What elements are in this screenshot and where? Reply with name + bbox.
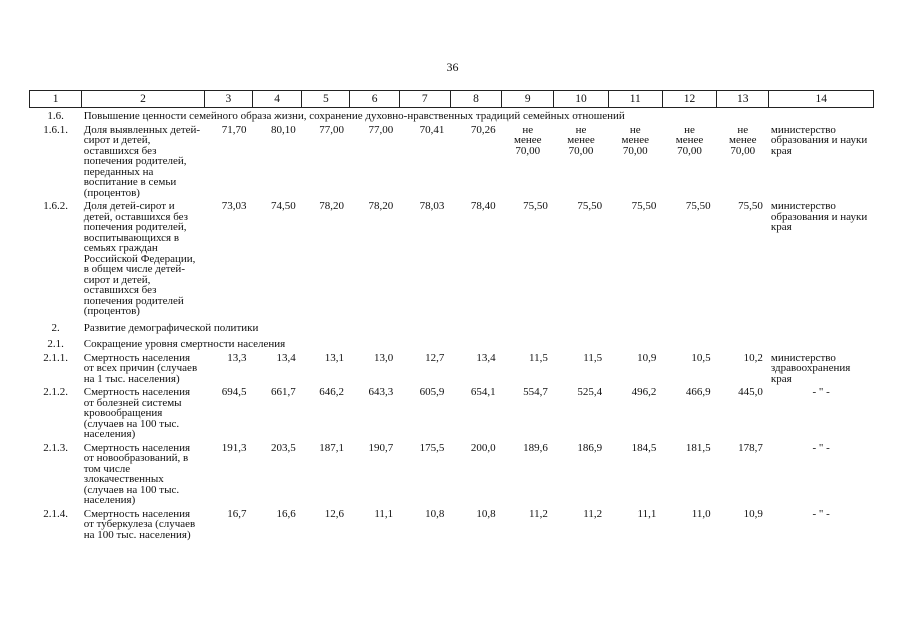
value-cell: 11,5: [529, 351, 548, 364]
value-cell: 646,2: [319, 386, 344, 398]
target-cell: [662, 125, 716, 202]
table-body: [30, 108, 874, 544]
value-cell: 75,50: [577, 200, 603, 212]
row-code: 2.1.: [47, 338, 64, 350]
responsible-cell: - " -: [812, 507, 830, 520]
header-cell: 14: [769, 91, 874, 108]
target-line: 70,00: [568, 144, 594, 157]
responsible-cell: - " -: [812, 441, 830, 454]
header-cell: 3: [204, 91, 252, 108]
row-code: 1.6.1.: [43, 123, 68, 136]
indicator-name: Смертность населения от всех причин (случаев на 1 тыс. населения): [83, 351, 198, 385]
value-cell: 184,5: [631, 441, 657, 454]
target-cell: [608, 125, 662, 202]
value-cell: 10,5: [691, 351, 711, 364]
target-line: 70,00: [622, 144, 648, 157]
header-row: [30, 91, 874, 108]
row-code: 2.1.4.: [43, 507, 68, 520]
value-cell: 200,0: [470, 441, 496, 454]
header-cell: 13: [717, 91, 769, 108]
target-line: не: [737, 123, 749, 136]
table-row: [30, 509, 874, 544]
value-cell: 71,70: [221, 123, 247, 136]
value-cell: 77,00: [319, 123, 344, 136]
value-cell: 445,0: [738, 386, 763, 398]
value-cell: 10,8: [476, 507, 496, 520]
target-line: 70,00: [515, 144, 541, 157]
table-header: [30, 91, 874, 108]
header-cell: 4: [253, 91, 302, 108]
section-row: [30, 336, 874, 353]
value-cell: 78,40: [470, 200, 496, 212]
section-title: Развитие демографической политики: [83, 321, 259, 334]
target-line: менее: [675, 134, 704, 146]
value-cell: 11,2: [529, 507, 548, 520]
value-cell: 654,1: [470, 386, 496, 398]
value-cell: 191,3: [221, 441, 247, 454]
value-cell: 525,4: [577, 386, 603, 398]
header-cell: 6: [350, 91, 399, 108]
value-cell: 175,5: [419, 441, 445, 454]
value-cell: 189,6: [523, 441, 548, 454]
header-cell: 1: [30, 91, 82, 108]
value-cell: 661,7: [271, 386, 296, 398]
indicator-name: Доля детей-сирот и детей, оставшихся без попечения родителей, воспитывающихся в семьях граждан Российской Федерации, в общем числе детей-сирот и детей, оставшихся без попечения родителей (процентов): [83, 200, 196, 317]
value-cell: 12,7: [425, 351, 445, 364]
value-cell: 70,26: [470, 123, 496, 136]
value-cell: 78,03: [419, 200, 445, 212]
value-cell: 74,50: [271, 200, 296, 212]
table-row: [30, 125, 874, 202]
value-cell: 11,5: [583, 351, 603, 364]
value-cell: 70,41: [419, 123, 445, 136]
indicator-name: Смертность населения от туберкулеза (случаев на 100 тыс. населения): [83, 507, 196, 541]
header-cell: 8: [450, 91, 501, 108]
value-cell: 13,4: [476, 351, 496, 364]
value-cell: 13,3: [227, 351, 247, 364]
value-cell: 13,1: [324, 351, 344, 364]
value-cell: 16,7: [227, 507, 247, 520]
value-cell: 605,9: [419, 386, 445, 398]
value-cell: 12,6: [324, 507, 344, 520]
table-row: [30, 387, 874, 443]
value-cell: 554,7: [523, 386, 548, 398]
header-cell: 2: [82, 91, 205, 108]
table-row: [30, 353, 874, 388]
header-cell: 10: [554, 91, 608, 108]
value-cell: 10,9: [637, 351, 657, 364]
target-line: не: [629, 123, 641, 136]
row-code: 2.1.3.: [43, 441, 68, 454]
value-cell: 10,2: [743, 351, 763, 364]
value-cell: 178,7: [738, 441, 763, 454]
value-cell: 11,0: [691, 507, 711, 520]
header-cell: 12: [662, 91, 716, 108]
header-cell: 11: [608, 91, 662, 108]
value-cell: 181,5: [685, 441, 711, 454]
target-line: менее: [567, 134, 595, 146]
row-code: 2.: [51, 321, 60, 334]
value-cell: 75,50: [685, 200, 711, 212]
table-row: [30, 443, 874, 509]
section-row: [30, 320, 874, 337]
target-line: менее: [514, 134, 542, 146]
target-line: менее: [621, 134, 650, 146]
responsible-cell: министерство образования и науки края: [770, 200, 868, 233]
target-line: не: [522, 123, 534, 136]
target-line: 70,00: [677, 144, 702, 157]
value-cell: 78,20: [368, 200, 394, 212]
value-cell: 75,50: [631, 200, 657, 212]
value-cell: 10,9: [743, 507, 763, 520]
responsible-cell: министерство здравоохранения края: [770, 351, 851, 385]
value-cell: 77,00: [368, 123, 394, 136]
target-cell: [554, 125, 608, 202]
value-cell: 13,4: [276, 351, 296, 364]
value-cell: 13,0: [373, 351, 394, 364]
value-cell: 78,20: [319, 200, 344, 212]
target-line: не: [575, 123, 587, 136]
value-cell: 11,2: [583, 507, 603, 520]
value-cell: 75,50: [738, 200, 763, 212]
header-cell: 9: [502, 91, 554, 108]
header-cell: 5: [302, 91, 350, 108]
value-cell: 80,10: [271, 123, 296, 136]
indicator-name: Смертность населения от болезней системы кровообращения (случаев на 100 тыс. населения): [83, 386, 191, 440]
value-cell: 190,7: [368, 441, 394, 454]
indicators-table: [29, 90, 874, 543]
value-cell: 496,2: [631, 386, 657, 398]
indicator-name: Смертность населения от новообразований, в том числе злокачественных (случаев на 100 тыс. населения): [83, 441, 191, 506]
value-cell: 643,3: [368, 386, 394, 398]
value-cell: 11,1: [637, 507, 657, 520]
value-cell: 466,9: [685, 386, 711, 398]
target-cell: [717, 125, 769, 202]
section-title: Сокращение уровня смертности населения: [83, 338, 286, 350]
value-cell: 203,5: [271, 441, 296, 454]
value-cell: 73,03: [221, 200, 247, 212]
value-cell: 75,50: [523, 200, 548, 212]
page-number: 36: [446, 60, 459, 74]
responsible-cell: министерство образования и науки края: [770, 123, 868, 157]
value-cell: 186,9: [577, 441, 603, 454]
target-line: не: [684, 123, 695, 136]
table-row: [30, 201, 874, 320]
value-cell: 11,1: [374, 507, 394, 520]
indicator-name: Доля выявленных детей-сирот и детей, оставшихся без попечения родителей, переданных на воспитание в семьи (процентов): [83, 123, 201, 199]
row-code: 2.1.1.: [43, 351, 68, 364]
target-line: менее: [729, 134, 757, 146]
value-cell: 187,1: [319, 441, 344, 454]
header-cell: 7: [399, 91, 450, 108]
value-cell: 16,6: [276, 507, 296, 520]
row-code: 1.6.: [47, 110, 64, 122]
section-title: Повышение ценности семейного образа жизни, сохранение духовно-нравственных традиций семейных отношений: [83, 110, 625, 122]
target-cell: [502, 125, 554, 202]
value-cell: 10,8: [425, 507, 445, 520]
target-line: 70,00: [730, 144, 756, 157]
responsible-cell: - " -: [812, 386, 830, 398]
row-code: 1.6.2.: [43, 200, 68, 212]
row-code: 2.1.2.: [43, 386, 68, 398]
section-row: [30, 108, 874, 125]
value-cell: 694,5: [221, 386, 247, 398]
